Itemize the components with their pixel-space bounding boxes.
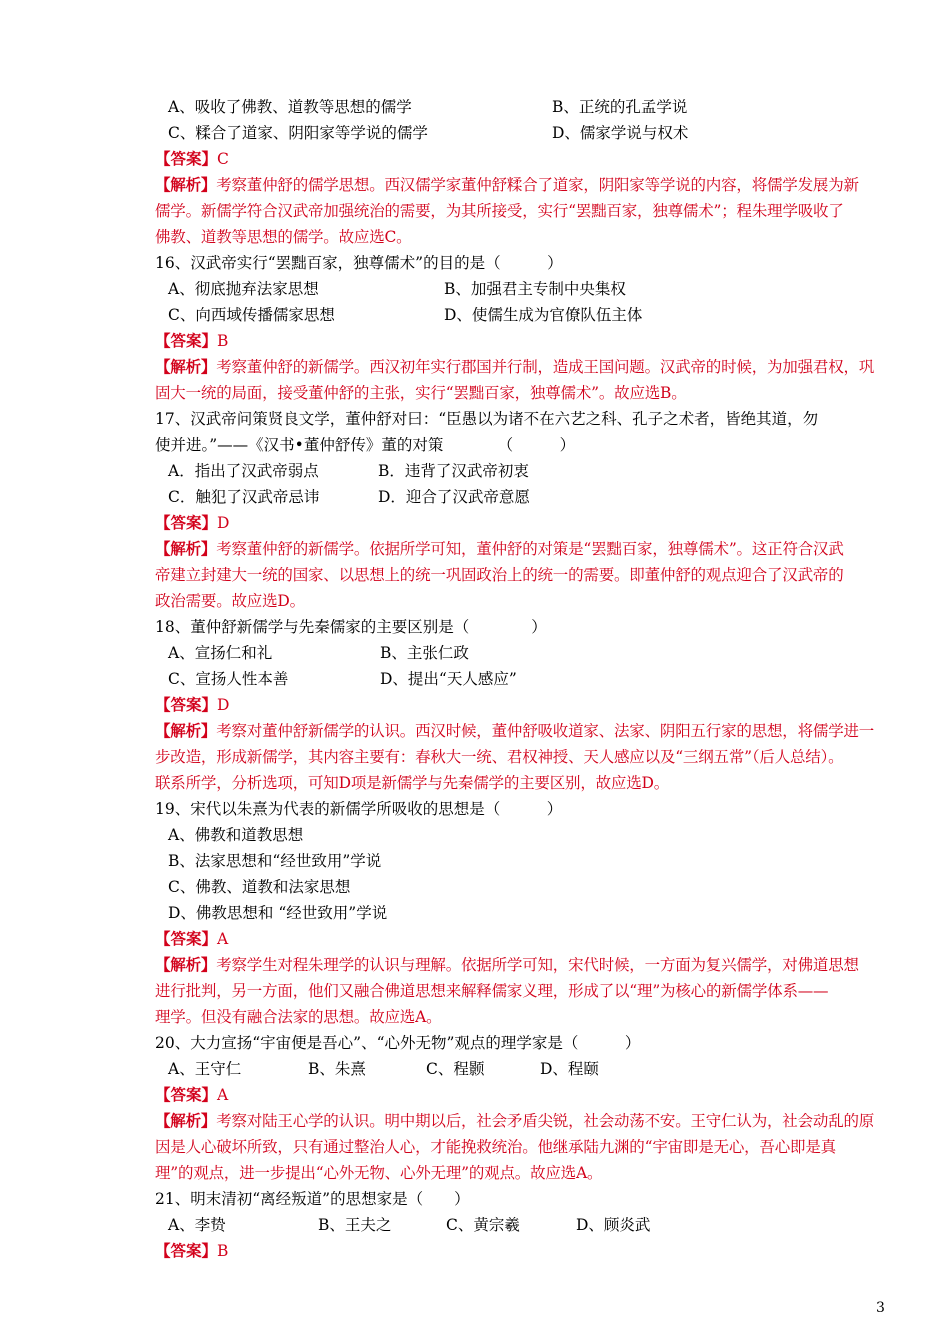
question-stem: 18、董仲舒新儒学与先秦儒家的主要区别是（ ）: [155, 618, 547, 636]
explanation-line: 理学。但没有融合法家的思想。故应选A。: [155, 1008, 442, 1026]
answer-line: [155, 695, 229, 715]
option-c: C、佛教、道教和法家思想: [168, 878, 351, 896]
question-stem: 19、宋代以朱熹为代表的新儒学所吸收的思想是（ ）: [155, 800, 563, 818]
option-a: A、李贽: [168, 1216, 226, 1234]
answer-value: D: [217, 514, 230, 532]
answer-line: [155, 1085, 228, 1105]
explanation-line: 帝建立封建大一统的国家、以思想上的统一巩固政治上的统一的需要。即董仲舒的观点迎合了汉武帝的: [155, 566, 844, 584]
question-stem: 20、大力宣扬“宇宙便是吾心”、“心外无物”观点的理学家是（ ）: [155, 1034, 641, 1052]
answer-value: A: [217, 1086, 229, 1104]
answer-value: C: [217, 150, 229, 168]
answer-value: B: [217, 1242, 229, 1260]
option-d: D、提出“天人感应”: [380, 670, 517, 688]
answer-label: 【答案】: [155, 1085, 218, 1104]
explanation-text: 考察董仲舒的新儒学。依据所学可知，董仲舒的对策是“罢黜百家，独尊儒术”。这正符合汉武: [216, 540, 844, 558]
explanation-text: 考察董仲舒的儒学思想。西汉儒学家董仲舒糅合了道家，阴阳家等学说的内容，将儒学发展为新: [216, 176, 859, 194]
option-d: D、程颐: [540, 1060, 599, 1078]
answer-label: 【答案】: [155, 1241, 218, 1260]
explanation-line: 政治需要。故应选D。: [155, 592, 305, 610]
explanation-label: 【解析】: [155, 175, 217, 194]
option-a: A、王守仁: [168, 1060, 242, 1078]
explanation-label: 【解析】: [155, 357, 217, 376]
answer-label: 【答案】: [155, 331, 218, 350]
explanation-line: [155, 357, 895, 377]
answer-line: [155, 513, 229, 533]
option-c: C、糅合了道家、阴阳家等学说的儒学: [168, 124, 428, 142]
option-c: C、黄宗羲: [446, 1216, 520, 1234]
answer-line: [155, 149, 229, 169]
option-a: A、彻底抛弃法家思想: [168, 280, 319, 298]
answer-line: [155, 1241, 228, 1261]
question-stem: 16、汉武帝实行“罢黜百家，独尊儒术”的目的是（ ）: [155, 254, 563, 272]
answer-label: 【答案】: [155, 513, 218, 532]
explanation-text: 考察学生对程朱理学的认识与理解。依据所学可知，宋代时候，一方面为复兴儒学，对佛道思想: [216, 956, 859, 974]
explanation-line: [155, 175, 895, 195]
answer-label: 【答案】: [155, 149, 218, 168]
explanation-text: 考察对陆王心学的认识。明中期以后，社会矛盾尖锐，社会动荡不安。王守仁认为，社会动乱的原: [216, 1112, 875, 1130]
explanation-line: 步改造，形成新儒学，其内容主要有：春秋大一统、君权神授、天人感应以及“三纲五常”（后人总结）。: [155, 748, 844, 766]
explanation-line: 儒学。新儒学符合汉武帝加强统治的需要，为其所接受，实行“罢黜百家，独尊儒术”；程朱理学吸收了: [155, 202, 844, 220]
option-c: C、向西域传播儒家思想: [168, 306, 335, 324]
option-a: A．指出了汉武帝弱点: [168, 462, 319, 480]
option-b: B、加强君主专制中央集权: [444, 280, 626, 298]
answer-value: B: [217, 332, 229, 350]
explanation-line: 佛教、道教等思想的儒学。故应选C。: [155, 228, 412, 246]
explanation-line: [155, 721, 895, 741]
answer-line: [155, 929, 228, 949]
option-b: B、主张仁政: [380, 644, 469, 662]
option-c: C．触犯了汉武帝忌讳: [168, 488, 320, 506]
explanation-label: 【解析】: [155, 721, 217, 740]
explanation-line: 进行批判，另一方面，他们又融合佛道思想来解释儒家义理，形成了以“理”为核心的新儒学体系——: [155, 982, 829, 1000]
explanation-text: 考察对董仲舒新儒学的认识。西汉时候，董仲舒吸收道家、法家、阴阳五行家的思想，将儒学进一: [216, 722, 875, 740]
option-b: B、朱熹: [308, 1060, 366, 1078]
question-stem: 21、明末清初“离经叛道”的思想家是（ ）: [155, 1190, 470, 1208]
page-number: 3: [876, 1300, 885, 1316]
explanation-label: 【解析】: [155, 539, 217, 558]
answer-label: 【答案】: [155, 695, 218, 714]
explanation-line: [155, 1111, 895, 1131]
answer-value: A: [217, 930, 229, 948]
question-stem: 使并进。”——《汉书•董仲舒传》董的对策 （ ）: [155, 436, 576, 454]
option-d: D、佛教思想和 “经世致用”学说: [168, 904, 388, 922]
option-d: D．迎合了汉武帝意愿: [378, 488, 530, 506]
option-d: D、儒家学说与权术: [552, 124, 689, 142]
option-c: C、程颢: [426, 1060, 485, 1078]
option-d: D、顾炎武: [576, 1216, 651, 1234]
option-a: A、宣扬仁和礼: [168, 644, 273, 662]
question-stem: 17、汉武帝问策贤良文学，董仲舒对曰：“臣愚以为诸不在六艺之科、孔子之术者，皆绝其道，勿: [155, 410, 819, 428]
option-c: C、宣扬人性本善: [168, 670, 289, 688]
explanation-label: 【解析】: [155, 955, 217, 974]
answer-label: 【答案】: [155, 929, 218, 948]
option-d: D、使儒生成为官僚队伍主体: [444, 306, 643, 324]
answer-value: D: [217, 696, 230, 714]
option-a: A、佛教和道教思想: [168, 826, 304, 844]
explanation-line: [155, 539, 895, 559]
explanation-line: 理”的观点，进一步提出“心外无物、心外无理”的观点。故应选A。: [155, 1164, 603, 1182]
option-b: B、法家思想和“经世致用”学说: [168, 852, 382, 870]
explanation-line: 固大一统的局面，接受董仲舒的主张，实行“罢黜百家，独尊儒术”。故应选B。: [155, 384, 687, 402]
explanation-line: 联系所学，分析选项，可知D项是新儒学与先秦儒学的主要区别，故应选D。: [155, 774, 670, 792]
option-b: B、正统的孔孟学说: [552, 98, 688, 116]
explanation-label: 【解析】: [155, 1111, 217, 1130]
explanation-text: 考察董仲舒的新儒学。西汉初年实行郡国并行制，造成王国问题。汉武帝的时候，为加强君权，巩: [216, 358, 875, 376]
explanation-line: [155, 955, 895, 975]
option-b: B、王夫之: [318, 1216, 392, 1234]
option-a: A、吸收了佛教、道教等思想的儒学: [168, 98, 412, 116]
option-b: B．违背了汉武帝初衷: [378, 462, 529, 480]
answer-line: [155, 331, 228, 351]
explanation-line: 因是人心破坏所致，只有通过整治人心，才能挽救统治。他继承陆九渊的“宇宙即是无心，吾心即是真: [155, 1138, 836, 1156]
